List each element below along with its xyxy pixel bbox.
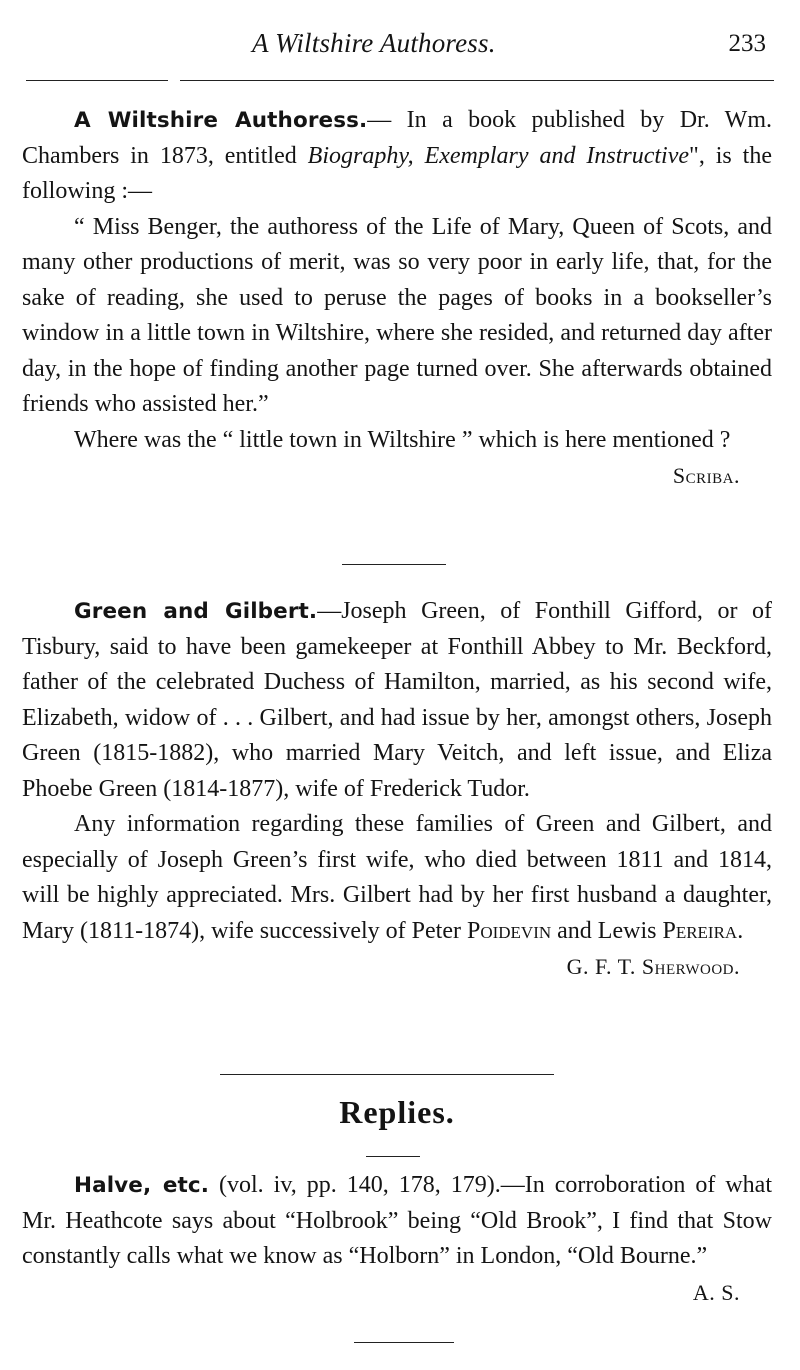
divider-rule-4 [354, 1342, 454, 1343]
divider-rule-2 [220, 1074, 554, 1075]
divider-rule-3 [366, 1156, 420, 1157]
header-rule-left [26, 80, 168, 81]
header-rule-right [180, 80, 774, 81]
article1-intro-end: ", is the following :— [22, 142, 772, 204]
article-halve [22, 1168, 772, 1310]
article2-para2-start: Any information regarding these families of Green and Gilbert, and especially of Joseph Green’s first wife, who died between 1811 and 1814, will be highly appreciated. Mrs. Gilbert had by her first husband a daughter, Mary (1811-1874), wife successively of Peter [22, 811, 772, 944]
page-number: 233 [728, 30, 766, 57]
article3-signature: A. S. [692, 1279, 740, 1305]
running-header [22, 28, 772, 68]
article3-body [22, 1168, 772, 1275]
article1-signature: Scriba. [672, 463, 740, 488]
article2-para2-mid: and Lewis [551, 917, 663, 944]
article3-heading: Halve, etc. [74, 1173, 209, 1198]
article2-heading: Green and Gilbert. [74, 599, 318, 624]
article2-signature: G. F. T. Sherwood. [566, 954, 740, 979]
article2-para2-end: . [737, 917, 744, 944]
article2-para1 [22, 594, 772, 807]
article-wiltshire-authoress [22, 103, 772, 493]
article-green-and-gilbert [22, 594, 772, 984]
article2-name-poidevin: Poidevin [466, 917, 552, 944]
article1-heading: A Wiltshire Authoress. [74, 108, 368, 133]
article2-para2 [22, 807, 772, 949]
article1-question: Where was the “ little town in Wiltshire ” which is here mentioned ? [74, 426, 731, 453]
page [22, 0, 772, 1370]
divider-rule-1 [342, 564, 446, 565]
article1-book-title: Biography, Exemplary and Instructive [307, 142, 690, 169]
article2-para1-text: —Joseph Green, of Fonthill Gifford, or of Tisbury, said to have been gamekeeper at Fonthill Abbey to Mr. Beckford, father of the celebrated Duchess of Hamilton, married, as his second wife, Elizabeth, widow of . . . Gilbert, and had issue by her, amongst others, Joseph Green (1815-1882), who married Mary Veitch, and left issue, and Eliza Phoebe Green (1814-1877), wife of Frederick Tudor. [22, 598, 772, 802]
running-title: A Wiltshire Authoress. [252, 28, 496, 58]
section-title-replies: Replies. [339, 1094, 455, 1130]
article2-name-pereira: Pereira [662, 917, 738, 944]
article3-body-text: (vol. iv, pp. 140, 178, 179).—In corroboration of what Mr. Heathcote says about “Holbrook” being “Old Brook”, I find that Stow constantly calls what we know as “Holborn” in London, “Old Bourne.” [22, 1172, 773, 1269]
article1-quote: “ Miss Benger, the authoress of the Life of Mary, Queen of Scots, and many other productions of merit, was so very poor in early life, that, for the sake of reading, she used to peruse the pages of books in a bookseller’s window in a little town in Wiltshire, where she resided, and returned day after day, in the hope of finding another page turned over. She afterwards obtained friends who assisted her.” [22, 213, 772, 417]
article1-intro [22, 103, 772, 210]
article1-intro-text: — In a book published by Dr. Wm. Chambers in 1873, entitled [22, 107, 772, 169]
